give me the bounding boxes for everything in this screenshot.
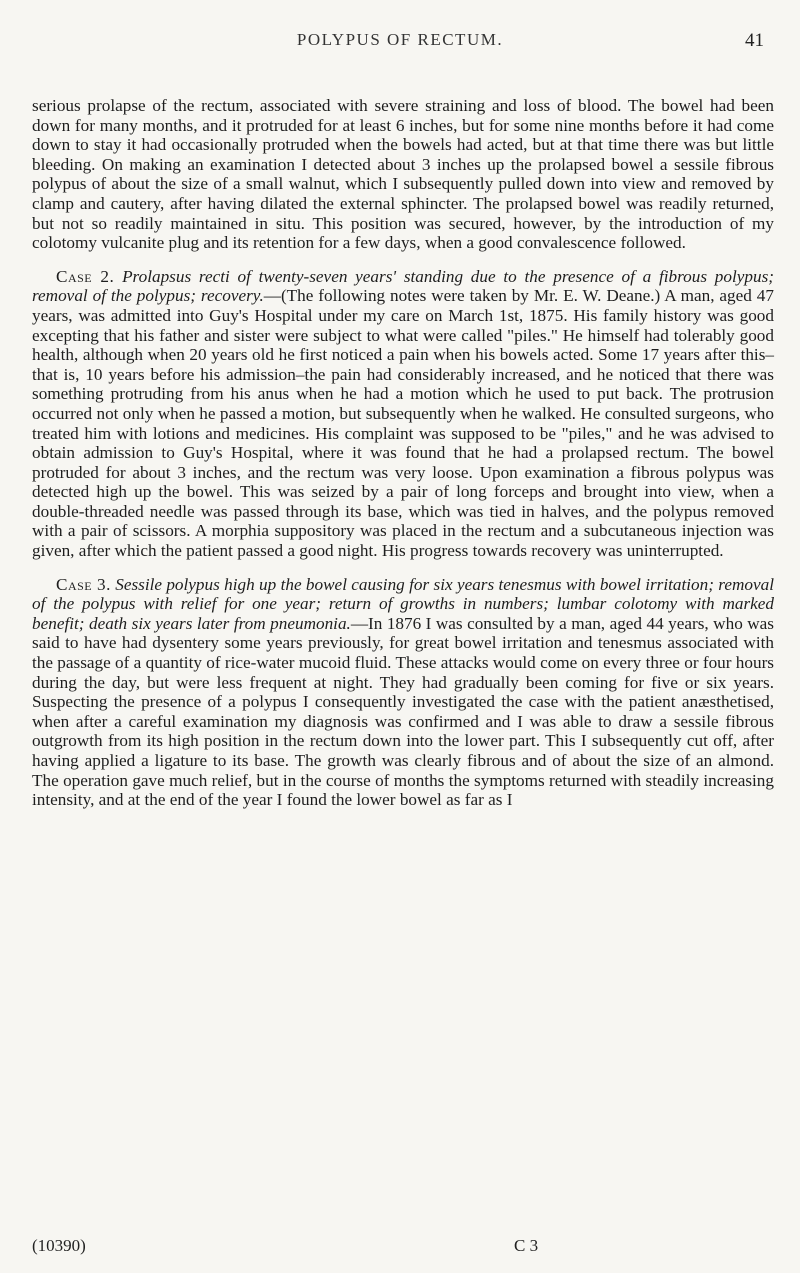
running-head: POLYPUS OF RECTUM.	[296, 30, 504, 49]
paragraph-continued: serious prolapse of the rectum, associated with severe straining and loss of blood. The bowel had been down for many months, and it protruded for at least 6 inches, but for some nine months before it had come down to stay it had occasionally protruded when the bowels had acted, but at that time there was but little bleeding. On making an examination I detected about 3 inches up the prolapsed bowel a sessile fibrous polypus of about the size of a small walnut, which I subsequently pulled down into view and removed by clamp and cautery, after having dilated the external sphincter. The prolapsed bowel was readily returned, but not so readily maintained in situ. This position was secured, however, by the introduction of my colotomy vulcanite plug and its retention for a few days, when a good convalescence followed.	[32, 96, 774, 253]
page-footer	[32, 1236, 774, 1260]
page-header	[0, 30, 800, 60]
page-number: 41	[745, 30, 764, 51]
case-2-text: (The following notes were taken by Mr. E. W. Deane.) A man, aged 47 years, was admitted into Guy's Hospital under my care on March 1st, 1875. His family history was good excepting that his father and sister were subject to what were called "piles." He himself had tolerably good health, although when 20 years old he first noticed a pain when his bowels acted. Some 17 years after this–that is, 10 years before his admission–the pain had considerably increased, and he noticed that there was something protruding from his anus when he had a motion which he used to put back. The protrusion occurred not only when he passed a motion, but subsequently when he walked. He consulted surgeons, who treated him with lotions and medicines. His complaint was supposed to be "piles," and he was advised to obtain admission to Guy's Hospital, where it was found that he had a prolapsed rectum. The bowel protruded for about 3 inches, and the rectum was very loose. Upon examination a fibrous polypus was detected high up the bowel. This was seized by a pair of long forceps and brought into view, when a double-threaded needle was passed through its base, which was tied in halves, and the polypus removed with a pair of scissors. A morphia suppository was placed in the rectum and a subcutaneous injection was given, after which the patient passed a good night. His progress towards recovery was uninterrupted.	[32, 286, 774, 561]
body-text	[32, 96, 774, 824]
case-3-title: Sessile polypus high up the bowel causing for six years tenesmus with bowel irritation; removal of the polypus with relief for one year; return of growths in numbers; lumbar colotomy with marked benefit; death six years later from pneumonia.	[32, 574, 774, 633]
print-code: (10390)	[32, 1236, 86, 1255]
case-3-text: In 1876 I was consulted by a man, aged 44 years, who was said to have had dysentery some years previously, for great bowel irritation and tenesmus associated with the passage of a quantity of rice-water mucoid fluid. These attacks would come on every three or four hours during the day, but were less frequent at night. They had gradually been coming for five or six years. Suspecting the presence of a polypus I consequently investigated the case with the patient anæsthetised, when after a careful examination my diagnosis was confirmed and I was able to draw a sessile fibrous outgrowth from its high position in the rectum down into the lower part. This I subsequently cut off, after having applied a ligature to its base. The growth was clearly fibrous and of about the size of an almond. The operation gave much relief, but in the course of months the symptoms returned with steadily increasing intensity, and at the end of the year I found the lower bowel as far as I	[32, 613, 774, 810]
case-2-title: Prolapsus recti of twenty-seven years' standing due to the presence of a fibrous polypus; removal of the polypus; recovery.	[32, 266, 774, 306]
case-2-label: Case 2.	[56, 266, 115, 286]
case-3-label: Case 3.	[56, 574, 111, 594]
case-3-paragraph: Case 3. Sessile polypus high up the bowel causing for six years tenesmus with bowel irritation; removal of the polypus with relief for one year; return of growths in numbers; lumbar colotomy with marked benefit; death six years later from pneumonia.—In 1876 I was consulted by a man, aged 44 years, who was said to have had dysentery some years previously, for great bowel irritation and tenesmus associated with the passage of a quantity of rice-water mucoid fluid. These attacks would come on every three or four hours during the day, but were less frequent at night. They had gradually been coming for five or six years. Suspecting the presence of a polypus I consequently investigated the case with the patient anæsthetised, when after a careful examination my diagnosis was confirmed and I was able to draw a sessile fibrous outgrowth from its high position in the rectum down into the lower part. This I subsequently cut off, after having applied a ligature to its base. The growth was clearly fibrous and of about the size of an almond. The operation gave much relief, but in the course of months the symptoms returned with steadily increasing intensity, and at the end of the year I found the lower bowel as far as I	[32, 574, 774, 810]
case-2-paragraph: Case 2. Prolapsus recti of twenty-seven years' standing due to the presence of a fibrous polypus; removal of the polypus; recovery.—(The following notes were taken by Mr. E. W. Deane.) A man, aged 47 years, was admitted into Guy's Hospital under my care on March 1st, 1875. His family history was good excepting that his father and sister were subject to what were called "piles." He himself had tolerably good health, although when 20 years old he first noticed a pain when his bowels acted. Some 17 years after this–that is, 10 years before his admission–the pain had considerably increased, and he noticed that there was something protruding from his anus when he had a motion which he used to put back. The protrusion occurred not only when he passed a motion, but subsequently when he walked. He consulted surgeons, who treated him with lotions and medicines. His complaint was supposed to be "piles," and he was advised to obtain admission to Guy's Hospital, where it was found that he had a prolapsed rectum. The bowel protruded for about 3 inches, and the rectum was very loose. Upon examination a fibrous polypus was detected high up the bowel. This was seized by a pair of long forceps and brought into view, when a double-threaded needle was passed through its base, which was tied in halves, and the polypus removed with a pair of scissors. A morphia suppository was placed in the rectum and a subcutaneous injection was given, after which the patient passed a good night. His progress towards recovery was uninterrupted.	[32, 266, 774, 561]
signature-mark: C 3	[514, 1236, 539, 1255]
